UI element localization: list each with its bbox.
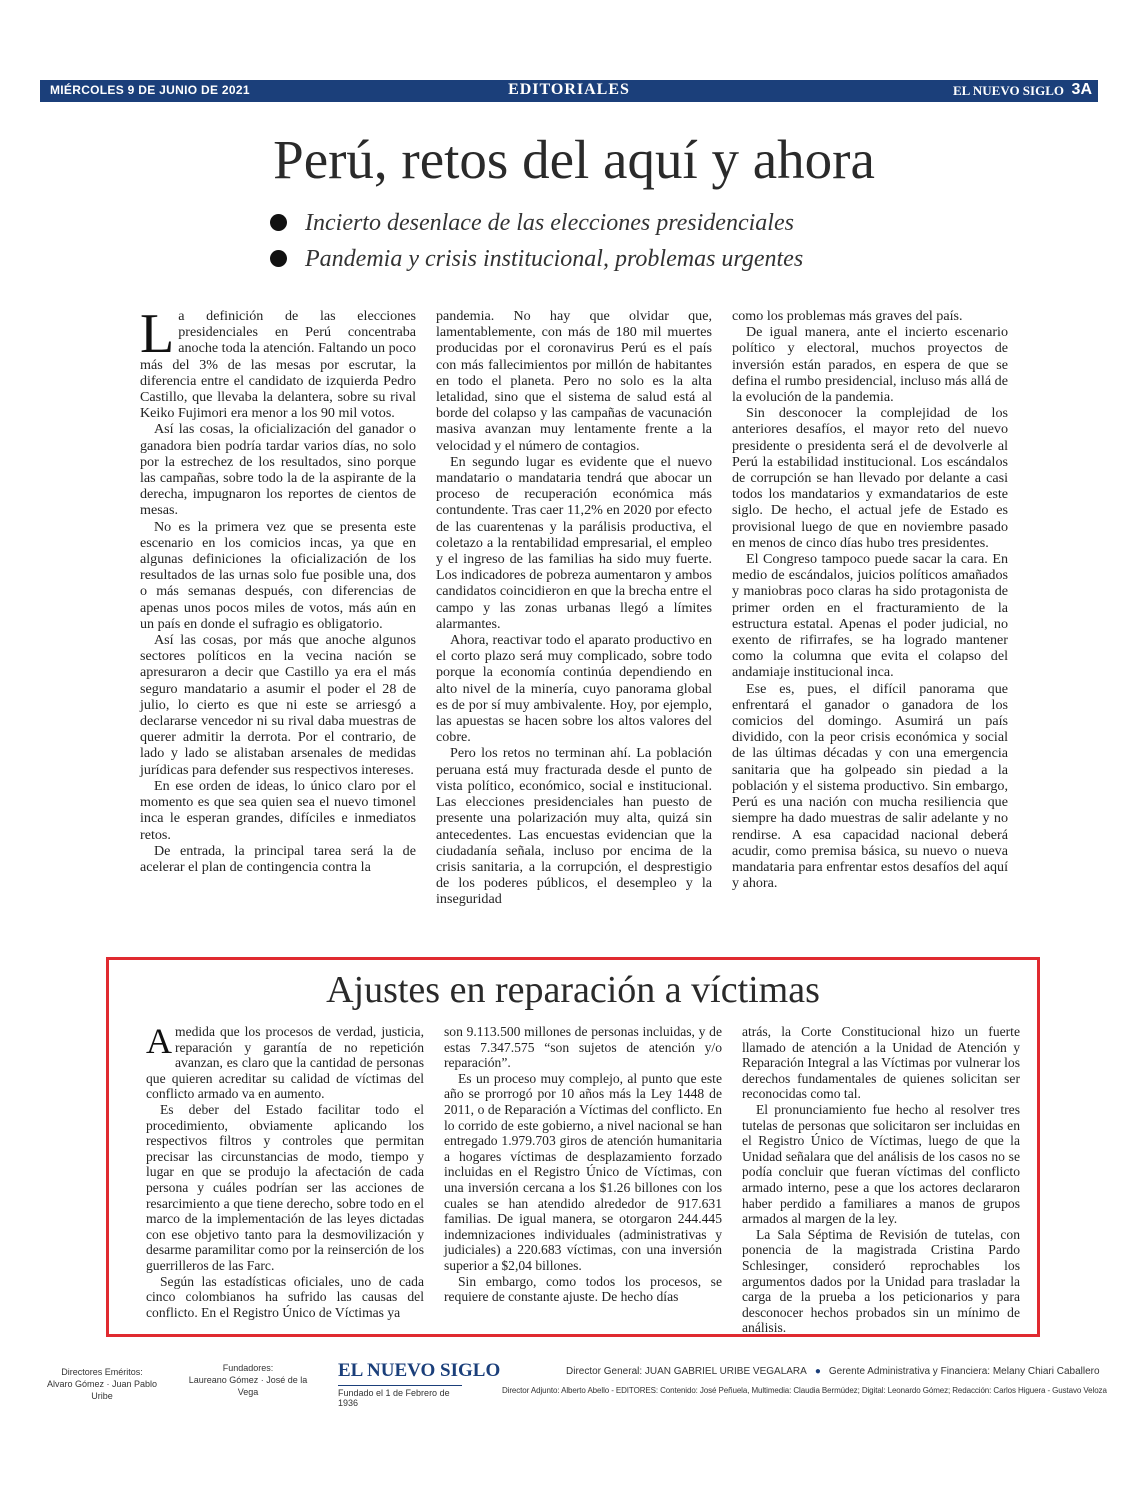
bullet-icon: ● [814, 1366, 821, 1377]
footer-logo: EL NUEVO SIGLO [338, 1360, 501, 1381]
founded-date: Fundado el 1 de Febrero de 1936 [338, 1385, 462, 1408]
paragraph: Es un proceso muy complejo, al punto que este año se prorrogó por 10 años más la Ley 1448 de 2011, o de Reparación a Víctimas del conflicto. En lo corrido de este gobierno, a nivel nacional se han entregado 1.979.703 giros de atención humanitaria a hogares víctimas de desplazamiento forzado incluidas en el Registro Único de Víctimas, con una inversión cercana a los $1.26 billones con los cuales se han atendido alrededor de 917.631 familias. De igual manera, se otorgaron 244.445 indemnizaciones individuales (administrativas y judiciales) a 220.683 víctimas, con una inversión superior a $2,04 billones. [444, 1070, 722, 1273]
paragraph: Sin desconocer la complejidad de los anteriores desafíos, el mayor reto del nuevo presidente o presidenta será el de devolverle al Perú la estabilidad institucional. Los escándalos de corrupción se han llevado por delante a casi todos los mandatarios y exmandatarios de este siglo. De hecho, el actual jefe de Estado es provisional luego de que en noviembre pasado en menos de cinco días hubo tres presidentes. [732, 405, 1008, 551]
masthead-footer [0, 1360, 1148, 1408]
drop-cap: A [146, 1021, 172, 1061]
article-column [140, 303, 416, 908]
second-article-box [106, 957, 1040, 1337]
paragraph: Es deber del Estado facilitar todo el procedimiento, obviamente aplicando los respectivos filtros y controles que permitan precisar las circunstancias de modo, tiempo y lugar en que se produjo la afectación de cada persona y cuáles podrían ser las acciones de resarcimiento a que tiene derecho, sobre todo en el marco de la implementación de las leyes dictadas con ese objetivo tanto para la desmovilización y desarme paramilitar como por la reinserción de los guerrilleros de las Farc. [146, 1101, 424, 1273]
paragraph: El pronunciamiento fue hecho al resolver tres tutelas de personas que solicitaron ser incluidas en el Registro Único de Víctimas, luego de que la Unidad señalara que del análisis de los casos no se podía concluir que fueran víctimas del conflicto armado interno, pese a que los actores declararon haber perdido a familiares a manos de grupos armados al margen de la ley. [742, 1101, 1020, 1227]
article-column [732, 308, 1008, 908]
page-number: 3A [1071, 81, 1092, 98]
drop-cap: L [140, 303, 175, 365]
article-column [742, 1024, 1020, 1336]
paragraph: La Sala Séptima de Revisión de tutelas, con ponencia de la magistrada Cristina Pardo Schlesinger, consideró reprochables los argumentos dados por la Unidad para trasladar la carga de la prueba a los peticionarios y para desconocer hechos probados sin un mínimo de análisis. [742, 1226, 1020, 1336]
paragraph: Sin embargo, como todos los procesos, se requiere de constante ajuste. De hecho días [444, 1273, 722, 1305]
paragraph: Así las cosas, por más que anoche algunos sectores políticos en la vecina nación se apresuraron a decir que Castillo ya era el más seguro mandatario a asumir el poder el 28 de julio, lo cierto es que ni este se arriesgó a declararse vencedor ni su rival daba muestras de querer admitir la derrota. Por el contrario, de lado y lado se alistaban arsenales de medidas jurídicas para defender sus respectivos intereses. [140, 632, 416, 778]
directores-block: Directores Eméritos: Alvaro Gómez · Juan Pablo Uribe [46, 1367, 158, 1401]
paragraph: De entrada, la principal tarea será la de acelerar el plan de contingencia contra la [140, 842, 416, 875]
paragraph: atrás, la Corte Constitucional hizo un fuerte llamado de atención a la Unidad de Atención y Reparación Integral a las Víctimas por vulnerar los derechos fundamentales de quienes solicitan ser reconocidas como tal. [742, 1024, 1020, 1102]
paragraph: El Congreso tampoco puede sacar la cara. En medio de escándalos, juicios políticos amañados y maniobras poco claras ha sido protagonista de primer orden en el fracturamiento de la estructura estatal. Apenas el poder judicial, no exento de rifirrafes, se ha logrado mantener como la columna que evita el colapso del andamiaje institucional inca. [732, 551, 1008, 681]
staff-line: Director Adjunto: Alberto Abello - EDITORES: Contenido: José Peñuela, Multimedia: Claudia Bermúdez; Digital: Leonardo Gómez; Redacción: Carlos Higuera - Gustavo Veloza [502, 1386, 1107, 1395]
subhead: Incierto desenlace de las elecciones presidenciales [270, 210, 803, 240]
paragraph: De igual manera, ante el incierto escenario político y electoral, muchos proyectos de inversión están parados, en espera de que se defina el rumbo presidencial, incluso más allá de la evolución de la pandemia. [732, 324, 1008, 406]
bullet-icon [270, 214, 287, 231]
paragraph: No es la primera vez que se presenta este escenario en los comicios incas, ya que en algunas definiciones la oficialización de los resultados de las urnas solo fue posible una, dos o más semanas después, con diferencias de apenas unos pocos miles de votos, más aún en un país en donde el sufragio es obligatorio. [140, 518, 416, 632]
paragraph: Según las estadísticas oficiales, uno de cada cinco colombianos ha sufrido las causas del conflicto. En el Registro Único de Víctimas ya [146, 1273, 424, 1320]
paragraph: En ese orden de ideas, lo único claro por el momento es que sea quien sea el nuevo timonel inca le esperan grandes, difíciles e inmediatos retos. [140, 777, 416, 843]
paragraph: La definición de las elecciones presidenciales en Perú concentraba anoche toda la atención. Faltando un poco más del 3% de las mesas por escrutar, la diferencia entre el candidato de izquierda Pedro Castillo, que llevaba la delantera, sobre su rival Keiko Fujimori era menor a los 90 mil votos. [140, 303, 416, 422]
paragraph: Así las cosas, la oficialización del ganador o ganadora bien podría tardar varios días, no solo por la estrechez de los resultados, sino porque las campañas, sobre todo la de la aspirante de la derecha, impugnaron los reportes de cientos de mesas. [140, 421, 416, 519]
paragraph: pandemia. No hay que olvidar que, lamentablemente, con más de 180 mil muertes producidas por el coronavirus Perú es el país con más fallecimientos por millón de habitantes en todo el planeta. Pero no solo es la alta letalidad, sino que el sistema de salud está al borde del colapso y las campañas de vacunación masiva avanzan muy lentamente frente a la velocidad y el número de contagios. [436, 308, 712, 454]
article-column [444, 1024, 722, 1336]
director-line: Director General: JUAN GABRIEL URIBE VEGALARA ● Gerente Administrativa y Financiera: Melany Chiari Caballero [566, 1366, 1100, 1377]
section-title: EDITORIALES [508, 81, 630, 98]
paragraph: Amedida que los procesos de verdad, justicia, reparación y garantía de no repetición avanzan, es claro que la cantidad de personas que quieren acreditar su calidad de víctimas del conflicto armado va en aumento. [146, 1021, 424, 1102]
paragraph: son 9.113.500 millones de personas incluidas, y de estas 7.347.575 “son sujetos de atención y/o reparación”. [444, 1024, 722, 1071]
main-article [140, 303, 1009, 908]
bullet-icon [270, 250, 287, 267]
paragraph: Pero los retos no terminan ahí. La población peruana está muy fracturada desde el punto de vista político, económico, social e institucional. Las elecciones presidenciales han puesto de presente una polarización muy alta, quizá sin antecedentes. Las encuestas evidencian que la ciudadanía señala, incluso por encima de la crisis sanitaria, a la corrupción, el desprestigio de los poderes públicos, el desempleo y la inseguridad [436, 745, 712, 908]
paragraph: En segundo lugar es evidente que el nuevo mandatario o mandataria tendrá que abocar un proceso de recuperación económica más contundente. Tras caer 11,2% en 2020 por efecto de las cuarentenas y la parálisis productiva, el coletazo a la rentabilidad empresarial, el empleo y el ingreso de las familias ha sido muy fuerte. Los indicadores de pobreza aumentaron y ambos candidatos coincidieron en que la brecha entre el campo y las zonas urbanas llegó a límites alarmantes. [436, 453, 712, 632]
paragraph: Ahora, reactivar todo el aparato productivo en el corto plazo será muy complicado, sobre todo porque la economía continúa dependiendo en alto nivel de la minería, cuyo panorama global es de por sí muy ambivalente. Hoy, por ejemplo, las apuestas se hacen sobre los altos valores del cobre. [436, 632, 712, 746]
second-article [146, 1021, 1021, 1336]
subhead: Pandemia y crisis institucional, problemas urgentes [270, 246, 803, 276]
paper-name: EL NUEVO SIGLO [953, 83, 1064, 98]
main-headline: Perú, retos del aquí y ahora [273, 129, 875, 190]
subheads [270, 210, 803, 282]
paragraph: Ese es, pues, el difícil panorama que enfrentará el ganador o ganadora de los comicios del domingo. Asumirá un país dividido, con la peor crisis económica y social de las últimas décadas y con una emergencia sanitaria que ha golpeado sin piedad a la población y el sistema productivo. Sin embargo, Perú es una nación con mucha resiliencia que siempre ha dado muestras de salir adelante y no rendirse. A esa capacidad nacional deberá acudir, como premisa básica, su nuevo o nueva mandataria para enfrentar estos desafíos del aquí y ahora. [732, 680, 1008, 892]
article-column [146, 1021, 424, 1336]
paragraph: como los problemas más graves del país. [732, 308, 963, 324]
second-headline: Ajustes en reparación a víctimas [326, 969, 820, 1011]
section-header-bar [40, 80, 1098, 102]
article-column [436, 308, 712, 908]
issue-date: MIÉRCOLES 9 DE JUNIO DE 2021 [50, 83, 250, 97]
fundadores-block: Fundadores: Laureano Gómez · José de la Vega [188, 1363, 308, 1397]
